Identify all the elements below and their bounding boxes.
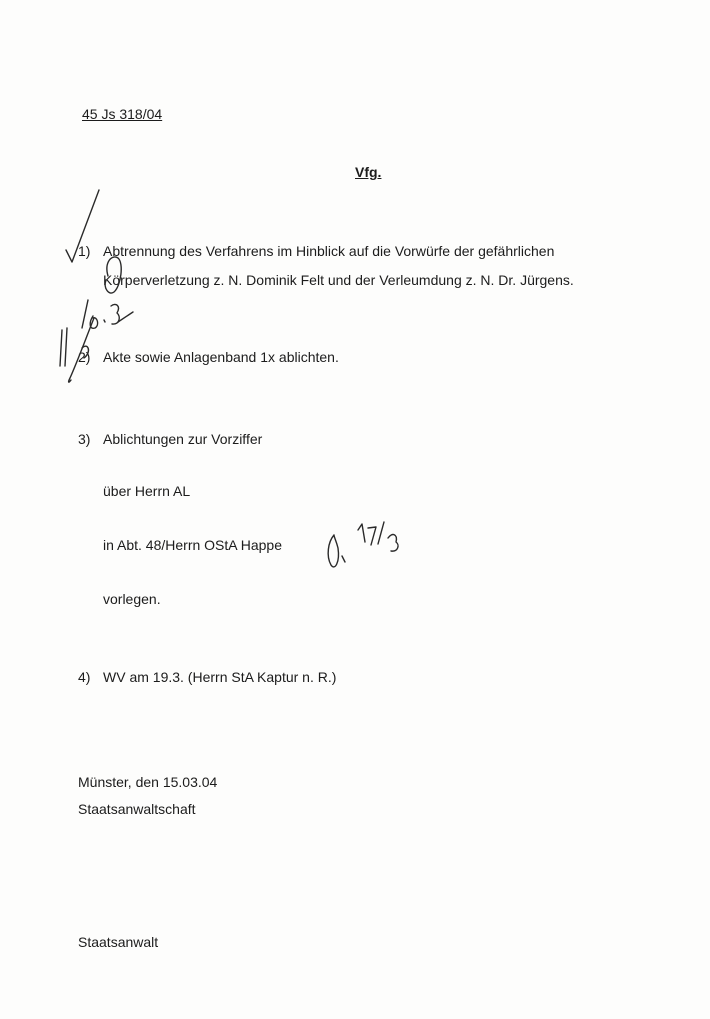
handwritten-note-17-3 [328, 522, 398, 567]
handwritten-initials-16-3 [82, 300, 133, 328]
document-heading: Vfg. [355, 164, 382, 180]
item-1-line-2: Körperverletzung z. N. Dominik Felt und der Verleumdung z. N. Dr. Jürgens. [103, 272, 574, 288]
item-2-line-1: Akte sowie Anlagenband 1x ablichten. [103, 349, 339, 365]
item-3-number: 3) [78, 431, 91, 447]
item-2-number: 2) [78, 349, 91, 365]
signature-title: Staatsanwalt [78, 934, 159, 950]
place-date: Münster, den 15.03.04 [78, 774, 218, 790]
item-3-line-4: vorlegen. [103, 591, 161, 607]
authority: Staatsanwaltschaft [78, 801, 196, 817]
item-4-line-1: WV am 19.3. (Herrn StA Kaptur n. R.) [103, 669, 337, 685]
file-number: 45 Js 318/04 [82, 106, 163, 122]
item-1-number: 1) [78, 243, 91, 259]
item-3-line-2: über Herrn AL [103, 483, 191, 499]
item-3-line-3: in Abt. 48/Herrn OStA Happe [103, 537, 282, 553]
item-3-line-1: Ablichtungen zur Vorziffer [103, 431, 263, 447]
item-1-line-1: Abtrennung des Verfahrens im Hinblick auf die Vorwürfe der gefährlichen [103, 243, 555, 259]
item-4-number: 4) [78, 669, 91, 685]
